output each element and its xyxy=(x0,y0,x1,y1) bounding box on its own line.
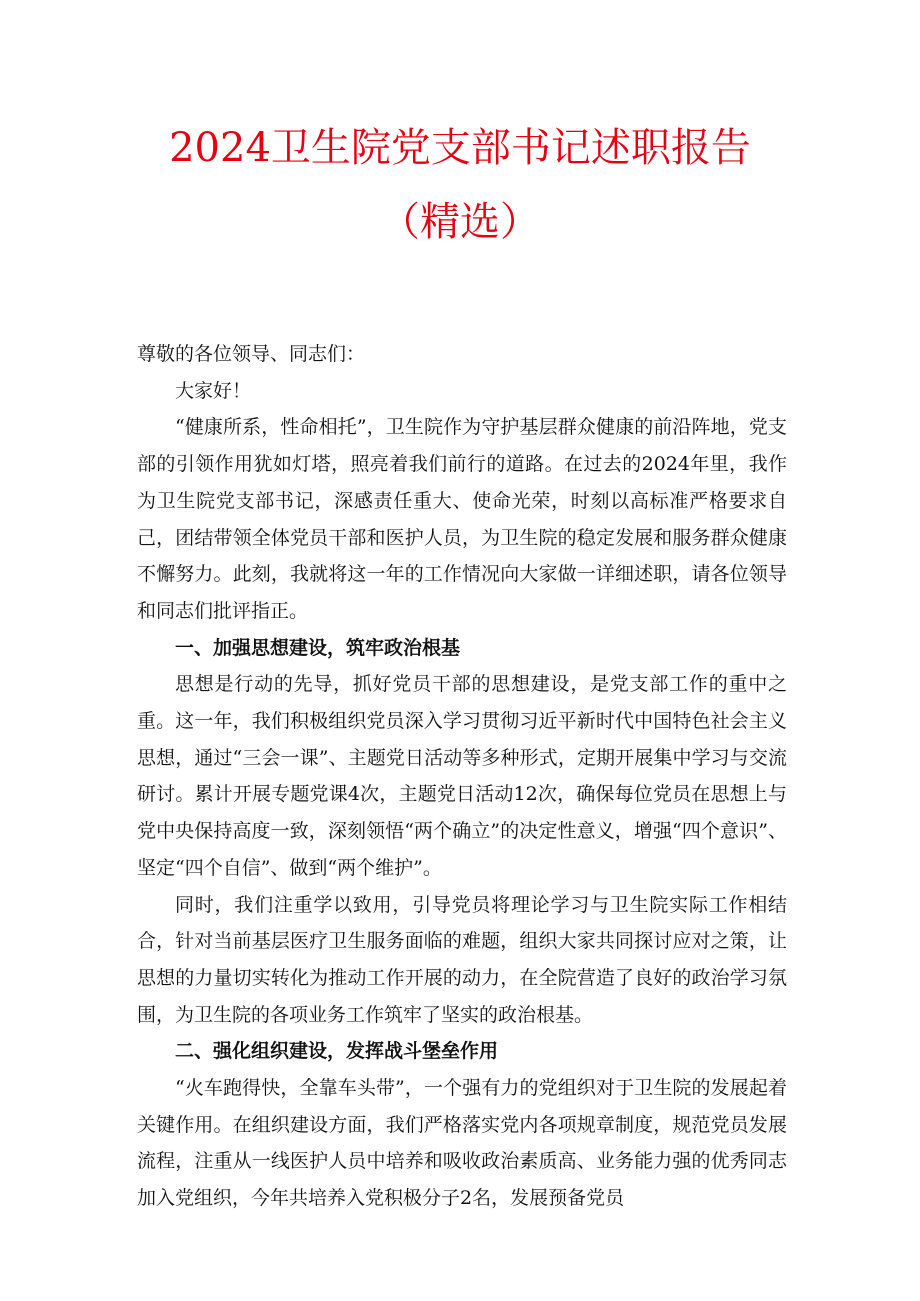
paragraph-section2-a: “火车跑得快，全靠车头带”，一个强有力的党组织对于卫生院的发展起着关键作用。在组织建设方面，我们严格落实党内各项规章制度，规范党员发展流程，注重从一线医护人员中培养和吸收政治素质高、业务能力强的优秀同志加入党组织，今年共培养入党积极分子2名，发展预备党员 xyxy=(137,1077,787,1210)
paragraph-intro: “健康所系，性命相托”，卫生院作为守护基层群众健康的前沿阵地，党支部的引领作用犹如灯塔，照亮着我们前行的道路。在过去的2024年里，我作为卫生院党支部书记，深感责任重大、使命光荣，时刻以高标准严格要求自己，团结带领全体党员干部和医护人员，为卫生院的稳定发展和服务群众健康不懈努力。此刻，我就将这一年的工作情况向大家做一详细述职，请各位领导和同志们批评指正。 xyxy=(137,416,787,622)
greeting: 大家好！ xyxy=(175,379,252,402)
salutation: 尊敬的各位领导、同志们： xyxy=(137,343,366,365)
paragraph-section1-a: 思想是行动的先导，抓好党员干部的思想建设，是党支部工作的重中之重。这一年，我们积极组织党员深入学习贯彻习近平新时代中国特色社会主义思想，通过“三会一课”、主题党日活动等多种形式，定期开展集中学习与交流研讨。累计开展专题党课4次，主题党日活动12次，确保每位党员在思想上与党中央保持高度一致，深刻领悟“两个确立”的决定性意义，增强“四个意识”、坚定“四个自信”、做到“两个维护”。 xyxy=(137,673,787,879)
document-title: 2024卫生院党支部书记述职报告 xyxy=(169,125,751,171)
document-subtitle: （精选） xyxy=(380,199,540,245)
paragraph-section1-b: 同时，我们注重学以致用，引导党员将理论学习与卫生院实际工作相结合，针对当前基层医疗卫生服务面临的难题，组织大家共同探讨应对之策，让思想的力量切实转化为推动工作开展的动力，在全院营造了良好的政治学习氛围，为卫生院的各项业务工作筑牢了坚实的政治根基。 xyxy=(137,893,787,1026)
section-heading-1: 一、加强思想建设，筑牢政治根基 xyxy=(175,636,461,659)
section-heading-2: 二、强化组织建设，发挥战斗堡垒作用 xyxy=(175,1040,499,1063)
document-body xyxy=(137,336,787,1217)
